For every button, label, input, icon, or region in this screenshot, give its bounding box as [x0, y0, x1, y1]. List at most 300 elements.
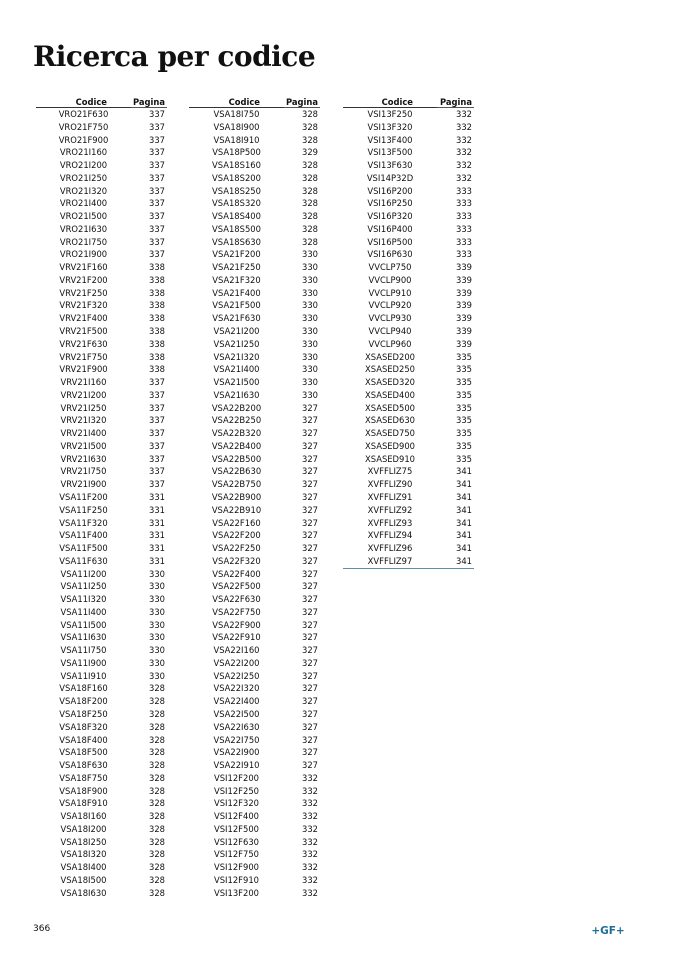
product-code: VRO21I500 [59, 211, 108, 222]
table-row [189, 542, 320, 555]
table-row [189, 887, 320, 900]
table-row [189, 797, 320, 810]
table-row [189, 402, 320, 415]
page-reference: 328 [149, 708, 165, 719]
page-reference: 331 [149, 530, 165, 541]
product-code: VSA18F500 [59, 747, 108, 758]
product-code: VSA18F320 [59, 721, 108, 732]
code-index-table-2 [189, 94, 320, 899]
page-reference: 327 [302, 568, 318, 579]
page-reference: 328 [149, 772, 165, 783]
product-code: XSASED900 [365, 440, 415, 451]
product-code: XVFFLIZ90 [367, 479, 413, 490]
page-reference: 332 [302, 874, 318, 885]
table-row [36, 746, 167, 759]
table-row [189, 389, 320, 402]
page-reference: 332 [456, 160, 472, 171]
product-code: VRV21I400 [60, 428, 107, 439]
product-code: VRO21I900 [59, 249, 108, 260]
table-row [343, 389, 474, 402]
page-reference: 337 [149, 249, 165, 260]
page-reference: 330 [149, 657, 165, 668]
page-reference: 337 [149, 236, 165, 247]
table-header-row [189, 94, 320, 108]
table-row [343, 197, 474, 210]
product-code: VSA22F320 [212, 555, 261, 566]
table-row [189, 529, 320, 542]
page-reference: 337 [149, 147, 165, 158]
page-reference: 327 [302, 428, 318, 439]
product-code: VVCLP900 [368, 274, 412, 285]
product-code: XSASED750 [365, 428, 415, 439]
table-row [343, 185, 474, 198]
table-row [343, 363, 474, 376]
table-row [343, 210, 474, 223]
page-reference: 341 [456, 543, 472, 554]
table-row [189, 848, 320, 861]
product-code: XSASED400 [365, 389, 415, 400]
product-code: VSA21F630 [212, 313, 261, 324]
header-code: Codice [36, 94, 131, 108]
product-code: VSA11F320 [59, 517, 108, 528]
page-reference: 331 [149, 491, 165, 502]
product-code: VSA22I160 [213, 645, 260, 656]
product-code: VSI13F400 [367, 134, 413, 145]
product-code: VSA22F630 [212, 594, 261, 605]
table-row [343, 274, 474, 287]
product-code: XSASED500 [365, 402, 415, 413]
table-row [36, 185, 167, 198]
page-reference: 335 [456, 364, 472, 375]
product-code: XVFFLIZ75 [367, 466, 413, 477]
product-code: VSA18F400 [59, 734, 108, 745]
table-row [36, 555, 167, 568]
page-reference: 337 [149, 453, 165, 464]
page-reference: 328 [149, 823, 165, 834]
table-row [36, 797, 167, 810]
product-code: XSASED250 [365, 364, 415, 375]
table-row [343, 491, 474, 504]
product-code: VSA11I750 [60, 645, 107, 656]
page-reference: 337 [149, 223, 165, 234]
table-row [36, 312, 167, 325]
page-reference: 338 [149, 313, 165, 324]
table-row [36, 351, 167, 364]
table-row [343, 440, 474, 453]
product-code: VSA18S160 [212, 160, 261, 171]
page-reference: 327 [302, 670, 318, 681]
product-code: VRO21I630 [59, 223, 108, 234]
table-row [36, 440, 167, 453]
product-code: VRV21I750 [60, 466, 107, 477]
table-row [343, 338, 474, 351]
table-row [343, 351, 474, 364]
product-code: VVCLP960 [368, 338, 412, 349]
page-reference: 328 [302, 236, 318, 247]
code-index-table-3 [343, 94, 474, 569]
product-code: VRO21F630 [58, 109, 109, 119]
product-code: VSA18I320 [60, 849, 107, 860]
page-reference: 337 [149, 185, 165, 196]
product-code: VRV21I200 [60, 389, 107, 400]
product-code: VSA11I200 [60, 568, 107, 579]
product-code: VSA22B910 [211, 504, 262, 515]
product-code: VSA21I500 [213, 377, 260, 388]
page-reference: 327 [302, 543, 318, 554]
page-reference: 335 [456, 351, 472, 362]
table-row [343, 121, 474, 134]
page-reference: 328 [302, 109, 318, 119]
table-row [36, 593, 167, 606]
table-row [36, 836, 167, 849]
product-code: VSA22F160 [212, 517, 261, 528]
page-reference: 327 [302, 581, 318, 592]
product-code: VSA11I910 [60, 670, 107, 681]
product-code: VSI16P630 [367, 249, 413, 260]
product-code: VSA18S200 [212, 172, 261, 183]
page-reference: 330 [302, 313, 318, 324]
table-row [36, 491, 167, 504]
page-reference: 328 [302, 185, 318, 196]
page-reference: 330 [302, 287, 318, 298]
table-row [36, 376, 167, 389]
page-reference: 330 [149, 568, 165, 579]
page-reference: 335 [456, 389, 472, 400]
table-row [189, 619, 320, 632]
table-row [36, 695, 167, 708]
table-row [36, 223, 167, 236]
product-code: VSI14P32D [366, 172, 414, 183]
product-code: VSA18S400 [212, 211, 261, 222]
table-row [36, 363, 167, 376]
page-reference: 330 [149, 581, 165, 592]
product-code: VRV21I160 [60, 377, 107, 388]
page-reference: 327 [302, 415, 318, 426]
table-row [189, 338, 320, 351]
page-reference: 328 [302, 198, 318, 209]
page-reference: 328 [149, 747, 165, 758]
table-row [36, 453, 167, 466]
page-reference: 332 [456, 172, 472, 183]
page-reference: 330 [302, 338, 318, 349]
product-code: VSA11F630 [59, 555, 108, 566]
table-row [189, 708, 320, 721]
page-reference: 327 [302, 504, 318, 515]
product-code: VSA21I250 [213, 338, 260, 349]
product-code: VVCLP930 [368, 313, 412, 324]
table-row [189, 517, 320, 530]
page-reference: 338 [149, 338, 165, 349]
page-reference: 327 [302, 530, 318, 541]
table-row [189, 312, 320, 325]
table-row [36, 861, 167, 874]
table-row [189, 261, 320, 274]
page-reference: 328 [149, 734, 165, 745]
header-page: Pagina [284, 94, 320, 108]
page-reference: 341 [456, 491, 472, 502]
page-reference: 337 [149, 121, 165, 132]
product-code: VSA18S320 [212, 198, 261, 209]
page-reference: 337 [149, 428, 165, 439]
page-reference: 330 [302, 377, 318, 388]
page-reference: 339 [456, 274, 472, 285]
product-code: VRV21F900 [59, 364, 108, 375]
page-reference: 333 [456, 198, 472, 209]
table-row [189, 159, 320, 172]
product-code: VSA22I910 [213, 760, 260, 771]
product-code: VSI12F910 [214, 874, 259, 885]
product-code: XSASED200 [365, 351, 415, 362]
page-reference: 328 [149, 785, 165, 796]
table-row [343, 555, 474, 568]
table-row [343, 299, 474, 312]
table-row [36, 236, 167, 249]
product-code: VSA18S630 [212, 236, 261, 247]
table-row [189, 299, 320, 312]
product-code: VSI16P400 [367, 223, 413, 234]
table-row [36, 580, 167, 593]
page-reference: 338 [149, 364, 165, 375]
table-row [189, 772, 320, 785]
product-code: VSA18I750 [213, 109, 260, 119]
product-code: VRV21I320 [60, 415, 107, 426]
table-row [189, 631, 320, 644]
product-code: VSA22B400 [211, 440, 262, 451]
product-code: VRV21F500 [59, 326, 108, 337]
table-row [189, 146, 320, 159]
product-code: VSA22I900 [213, 747, 260, 758]
table-row [343, 376, 474, 389]
table-row [343, 261, 474, 274]
table-row [36, 644, 167, 657]
table-row [189, 223, 320, 236]
table-row [36, 682, 167, 695]
page-reference: 327 [302, 466, 318, 477]
product-code: VSA18P500 [212, 147, 261, 158]
table-row [36, 631, 167, 644]
page-reference: 338 [149, 351, 165, 362]
product-code: VSA21F200 [212, 249, 261, 260]
product-code: VRV21I250 [60, 402, 107, 413]
table-row [343, 427, 474, 440]
page-reference: 337 [149, 479, 165, 490]
product-code: VSA18I500 [60, 874, 107, 885]
page-reference: 327 [302, 657, 318, 668]
product-code: VRO21F900 [58, 134, 109, 145]
table-row [36, 517, 167, 530]
page-reference: 328 [302, 172, 318, 183]
page-reference: 332 [456, 134, 472, 145]
product-code: VSA22I630 [213, 721, 260, 732]
page-reference: 328 [149, 862, 165, 873]
product-code: VSA18S500 [212, 223, 261, 234]
table-row [36, 389, 167, 402]
product-code: VSA18F160 [59, 683, 108, 694]
header-page: Pagina [131, 94, 167, 108]
page-reference: 337 [149, 160, 165, 171]
product-code: VSA22I320 [213, 683, 260, 694]
table-row [36, 529, 167, 542]
product-code: XVFFLIZ91 [367, 491, 413, 502]
page-reference: 339 [456, 300, 472, 311]
product-code: VSA22B320 [211, 428, 262, 439]
table-row [343, 453, 474, 466]
page-reference: 332 [302, 849, 318, 860]
page-reference: 327 [302, 453, 318, 464]
table-row [343, 542, 474, 555]
page-reference: 332 [302, 811, 318, 822]
page-number: 366 [33, 924, 51, 934]
table-row [36, 325, 167, 338]
page-reference: 330 [149, 594, 165, 605]
table-row [36, 734, 167, 747]
gf-logo [593, 923, 623, 937]
product-code: VSI13F200 [214, 887, 259, 898]
table-row [189, 785, 320, 798]
product-code: VSI13F250 [367, 109, 413, 119]
page-reference: 341 [456, 479, 472, 490]
page-reference: 332 [302, 798, 318, 809]
product-code: VSA18F250 [59, 708, 108, 719]
table-row [343, 414, 474, 427]
product-code: VSA22B500 [211, 453, 262, 464]
product-code: VSA18F750 [59, 772, 108, 783]
table-row [189, 185, 320, 198]
product-code: VSA21F320 [212, 274, 261, 285]
table-row [343, 312, 474, 325]
product-code: VSA18I630 [60, 887, 107, 898]
table-row [189, 108, 320, 121]
page-reference: 330 [302, 326, 318, 337]
page-reference: 335 [456, 377, 472, 388]
page-reference: 341 [456, 530, 472, 541]
table-row [36, 848, 167, 861]
table-row [189, 823, 320, 836]
page-reference: 333 [456, 249, 472, 260]
page-reference: 330 [302, 389, 318, 400]
page-reference: 333 [456, 223, 472, 234]
table-row [189, 555, 320, 568]
product-code: VSA18I910 [213, 134, 260, 145]
header-page: Pagina [437, 94, 474, 108]
product-code: VRV21F750 [59, 351, 108, 362]
page-reference: 337 [149, 389, 165, 400]
product-code: VVCLP910 [368, 287, 412, 298]
table-row [343, 529, 474, 542]
product-code: VSI12F400 [214, 811, 259, 822]
page-reference: 339 [456, 338, 472, 349]
page-reference: 332 [456, 121, 472, 132]
product-code: VRO21I320 [59, 185, 108, 196]
page-reference: 331 [149, 517, 165, 528]
product-code: XVFFLIZ94 [367, 530, 413, 541]
table-row [189, 580, 320, 593]
table-row [189, 197, 320, 210]
product-code: VVCLP940 [368, 326, 412, 337]
table-row [189, 836, 320, 849]
table-row [36, 874, 167, 887]
table-row [189, 746, 320, 759]
page-reference: 327 [302, 594, 318, 605]
product-code: VSA11I630 [60, 632, 107, 643]
page-reference: 335 [456, 440, 472, 451]
table-row [343, 108, 474, 121]
product-code: VSA21F400 [212, 287, 261, 298]
page-reference: 330 [302, 274, 318, 285]
product-code: VSI16P500 [367, 236, 413, 247]
header-code: Codice [343, 94, 437, 108]
table-row [189, 682, 320, 695]
table-row [36, 134, 167, 147]
table-row [343, 223, 474, 236]
page-reference: 337 [149, 198, 165, 209]
table-row [36, 274, 167, 287]
table-row [189, 210, 320, 223]
table-row [36, 504, 167, 517]
product-code: VSA22F900 [212, 619, 261, 630]
table-row [36, 478, 167, 491]
table-row [189, 351, 320, 364]
page-reference: 338 [149, 287, 165, 298]
product-code: VRO21I200 [59, 160, 108, 171]
table-row [36, 210, 167, 223]
product-code: VSA18F200 [59, 696, 108, 707]
page-reference: 327 [302, 747, 318, 758]
page-reference: 330 [149, 632, 165, 643]
table-row [36, 606, 167, 619]
product-code: VSA21F500 [212, 300, 261, 311]
page-reference: 335 [456, 453, 472, 464]
table-row [343, 236, 474, 249]
page-reference: 332 [302, 836, 318, 847]
table-row [189, 644, 320, 657]
page-reference: 333 [456, 185, 472, 196]
page-reference: 338 [149, 262, 165, 273]
page-reference: 331 [149, 543, 165, 554]
page-reference: 332 [302, 823, 318, 834]
page-reference: 335 [456, 415, 472, 426]
table-row [189, 695, 320, 708]
page-reference: 327 [302, 402, 318, 413]
page-reference: 337 [149, 172, 165, 183]
table-row [189, 657, 320, 670]
page-reference: 327 [302, 708, 318, 719]
product-code: VRV21F160 [59, 262, 108, 273]
page-reference: 327 [302, 479, 318, 490]
product-code: VVCLP920 [368, 300, 412, 311]
table-row [36, 299, 167, 312]
product-code: VSA22B630 [211, 466, 262, 477]
table-row [189, 414, 320, 427]
table-row [36, 121, 167, 134]
product-code: XVFFLIZ93 [367, 517, 413, 528]
table-row [189, 248, 320, 261]
product-code: VSI12F200 [214, 772, 259, 783]
table-row [36, 427, 167, 440]
page-reference: 339 [456, 287, 472, 298]
product-code: VSA18F630 [59, 760, 108, 771]
table-row [189, 734, 320, 747]
product-code: VRV21F630 [59, 338, 108, 349]
page-reference: 328 [149, 887, 165, 898]
table-row [36, 823, 167, 836]
table-row [189, 325, 320, 338]
page-reference: 332 [302, 772, 318, 783]
product-code: VRO21F750 [58, 121, 109, 132]
svg-text:+GF+: +GF+ [591, 925, 625, 937]
table-row [189, 134, 320, 147]
page-reference: 332 [456, 147, 472, 158]
